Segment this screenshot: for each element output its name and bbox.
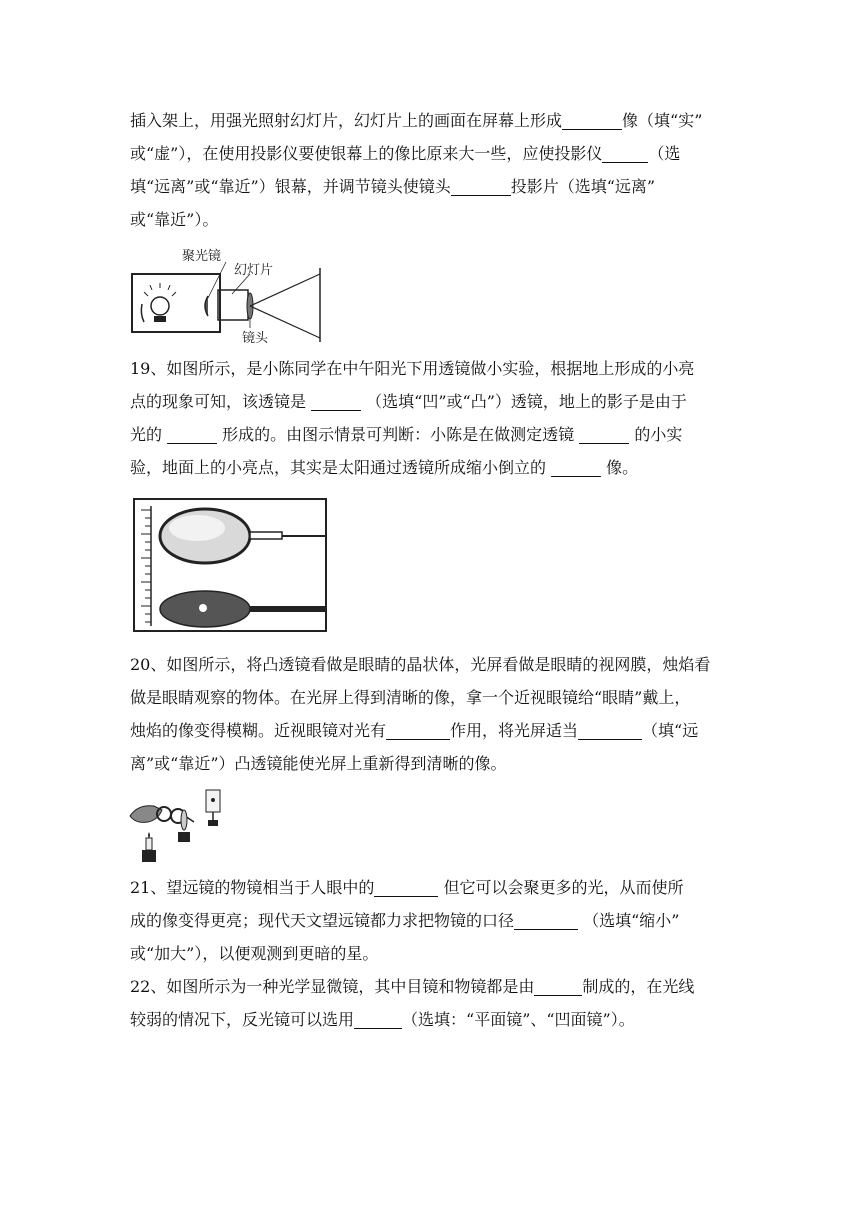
q19-line-3: 光的 形成的。由图示情景可判断：小陈是在做测定透镜 的小实	[130, 425, 683, 444]
answer-blank[interactable]	[386, 721, 450, 740]
question-21-text	[130, 871, 730, 970]
answer-blank[interactable]	[167, 425, 217, 444]
condenser-lens	[205, 296, 208, 316]
answer-blank[interactable]	[551, 458, 601, 477]
magnifier-handle	[250, 532, 282, 539]
q20-line-1: 20、如图所示，将凸透镜看做是眼睛的晶状体，光屏看做是眼睛的视网膜，烛焰看	[130, 655, 711, 674]
q18-line-3: 填“远离”或“靠近”）银幕，并调节镜头使镜头 投影片（选填“远离”	[130, 177, 656, 196]
q19-line-2: 点的现象可知，该透镜是 （选填“凹”或“凸”）透镜，地上的影子是由于	[130, 392, 687, 411]
q18-line-4: 或“靠近”）。	[130, 210, 219, 229]
q21-line-3: 或“加大”），以便观测到更暗的星。	[130, 944, 379, 963]
answer-blank[interactable]	[451, 177, 511, 196]
convex-lens	[181, 810, 187, 830]
q19-line-4: 验，地面上的小亮点，其实是太阳通过透镜所成缩小倒立的 像。	[130, 458, 639, 477]
q18-line-1: 插入架上，用强光照射幻灯片，幻灯片上的画面在屏幕上形成 像（填“实”	[130, 111, 703, 130]
q18-line-2: 或“虚”），在使用投影仪要使银幕上的像比原来大一些，应使投影仪 （选	[130, 144, 681, 163]
answer-blank[interactable]	[534, 977, 582, 996]
answer-blank[interactable]	[374, 878, 438, 897]
answer-blank[interactable]	[514, 911, 578, 930]
lens-tube	[218, 290, 248, 320]
eye-model-figure	[128, 786, 224, 864]
condenser-label: 聚光镜	[182, 249, 222, 264]
slide-label: 幻灯片	[234, 263, 274, 278]
q22-line-1: 22、如图所示为一种光学显微镜，其中目镜和物镜都是由 制成的，在光线	[130, 977, 695, 996]
q21-line-1: 21、望远镜的物镜相当于人眼中的 但它可以会聚更多的光，从而使所	[130, 878, 684, 897]
lens-sunlight-figure	[133, 498, 327, 632]
q21-line-2: 成的像变得更亮；现代天文望远镜都力求把物镜的口径 （选填“缩小”	[130, 911, 680, 930]
answer-blank[interactable]	[602, 144, 648, 163]
question-19-text	[130, 352, 730, 484]
q20-line-4: 离”或“靠近”）凸透镜能使光屏上重新得到清晰的像。	[130, 754, 507, 773]
answer-blank[interactable]	[311, 392, 361, 411]
bulb-icon	[151, 297, 169, 315]
question-20-text	[130, 648, 730, 780]
q20-line-2: 做是眼睛观察的物体。在光屏上得到清晰的像，拿一个近视眼镜给“眼睛”戴上，	[130, 688, 691, 707]
q19-line-1: 19、如图所示，是小陈同学在中午阳光下用透镜做小实验，根据地上形成的小亮	[130, 359, 695, 378]
question-18-text	[130, 104, 730, 236]
q22-line-2: 较弱的情况下，反光镜可以选用 （选填：“平面镜”、“凹面镜”）。	[130, 1010, 635, 1029]
answer-blank[interactable]	[562, 111, 622, 130]
answer-blank[interactable]	[354, 1010, 402, 1029]
bright-spot	[199, 604, 207, 612]
lens-label: 镜头	[242, 331, 269, 344]
answer-blank[interactable]	[579, 425, 629, 444]
answer-blank[interactable]	[578, 721, 642, 740]
projector-figure	[128, 244, 328, 344]
question-22-text	[130, 970, 730, 1036]
q20-line-3: 烛焰的像变得模糊。近视眼镜对光有 作用，将光屏适当 （填“远	[130, 721, 699, 740]
candle-icon	[146, 838, 152, 850]
